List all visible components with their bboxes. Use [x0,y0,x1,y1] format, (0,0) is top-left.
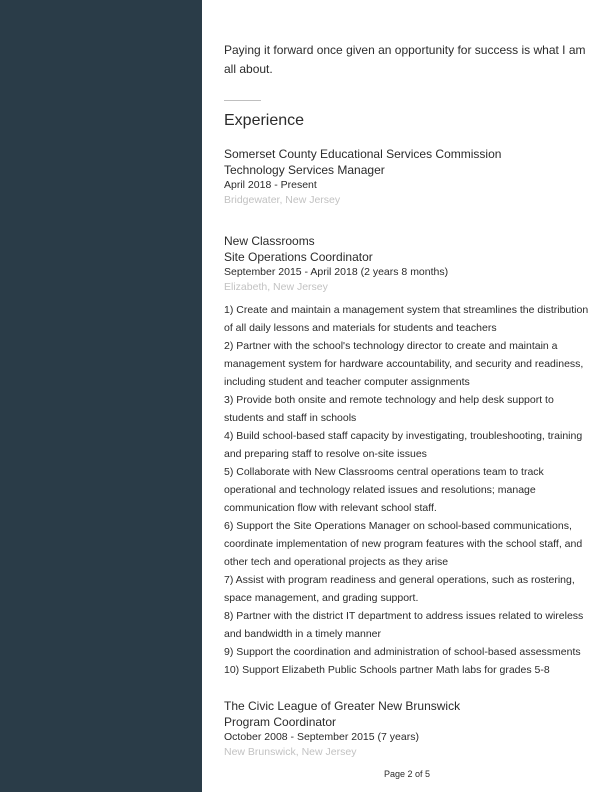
job-org: Somerset County Educational Services Commission [224,147,502,161]
section-title-experience: Experience [224,112,305,129]
job-entry-1 [224,146,594,208]
duty-item: 6) Support the Site Operations Manager on school-based communications, coordinate implementation of new program features with the school staff, and other tech and operational projects as they arise [224,520,583,568]
duty-item: 2) Partner with the school's technology director to create and maintain a management system for hardware accountability, and security and readiness, including student and teacher computer assignments [224,340,584,388]
duty-item: 4) Build school-based staff capacity by investigating, troubleshooting, training and preparing staff to resolve on-site issues [224,430,583,460]
job-dates: September 2015 - April 2018 (2 years 8 months) [224,266,449,278]
job-dates: October 2008 - September 2015 (7 years) [224,731,419,743]
job-dates: April 2018 - Present [224,179,317,191]
job-role: Technology Services Manager [224,163,385,177]
job-location: Bridgewater, New Jersey [224,194,341,206]
page-number: Page 2 of 5 [383,769,431,779]
duties-list [224,301,594,679]
intro-text: Paying it forward once given an opportunity for success is what I am all about. [224,43,586,76]
job-role: Program Coordinator [224,715,337,729]
job-entry-2 [224,233,594,679]
section-divider [224,100,261,101]
duty-item: 3) Provide both onsite and remote technology and help desk support to students and staff in schools [224,394,554,424]
duty-item: 5) Collaborate with New Classrooms central operations team to track operational and technology related issues and resolutions; manage communication flow with relevant school staff. [224,466,544,514]
job-location: New Brunswick, New Jersey [224,746,357,758]
sidebar-panel [0,0,202,792]
duty-item: 10) Support Elizabeth Public Schools partner Math labs for grades 5-8 [224,664,550,676]
job-role: Site Operations Coordinator [224,250,373,264]
job-location: Elizabeth, New Jersey [224,281,328,293]
duty-item: 1) Create and maintain a management system that streamlines the distribution of all daily lessons and materials for students and teachers [224,304,589,334]
duty-item: 7) Assist with program readiness and general operations, such as rostering, space management, and grading support. [224,574,575,604]
job-org: The Civic League of Greater New Brunswick [224,699,461,713]
duty-item: 9) Support the coordination and administration of school-based assessments [224,646,581,658]
job-entry-3 [224,698,594,760]
duty-item: 8) Partner with the district IT department to address issues related to wireless and bandwidth in a timely manner [224,610,584,640]
job-org: New Classrooms [224,234,315,248]
